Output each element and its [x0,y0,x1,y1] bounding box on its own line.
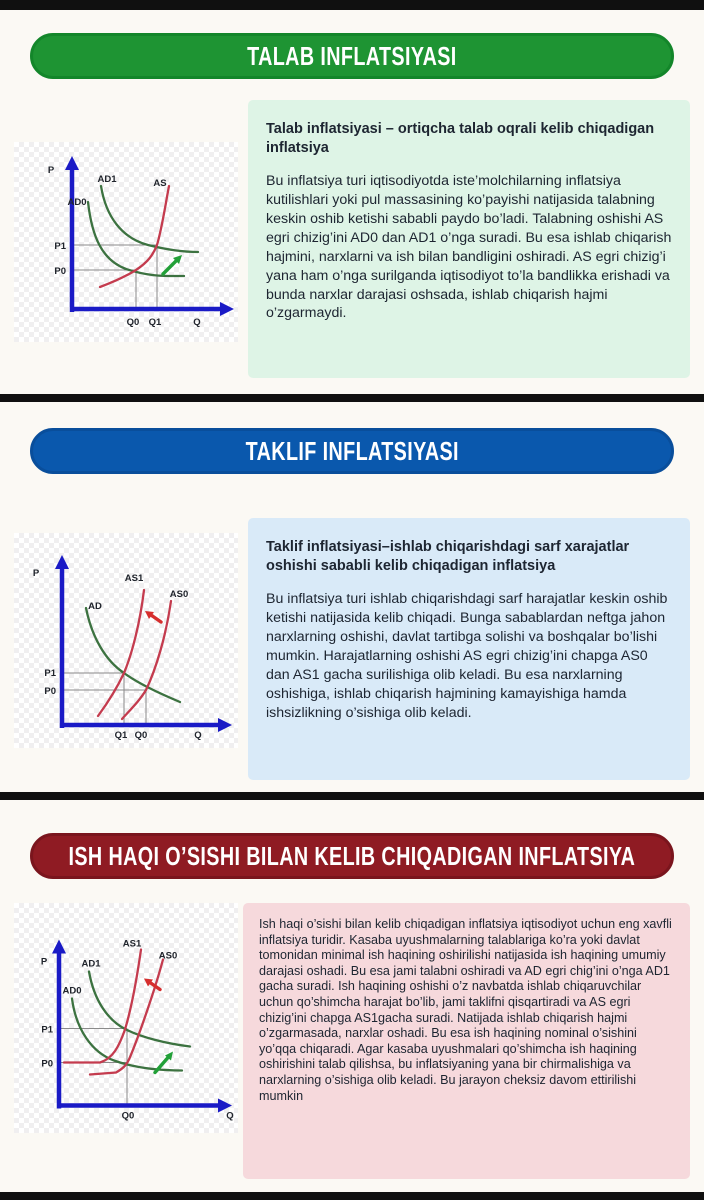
p0-label: P0 [54,266,66,277]
q0-label: Q0 [134,730,148,741]
section-divider [0,792,704,800]
guide-line-p1-q1 [62,673,124,725]
section-header-label: TALAB INFLATSIYASI [247,40,457,71]
ad-curve [86,608,180,702]
panel-body: Ish haqi o’sishi bilan kelib chiqadigan inflatsiya iqtisodiyot uchun eng xavfli inflatsiya turidir. Kasaba uyushmalarning talablariga ko’ra yoki davlat tomonidan minimal ish haqining oshirilishi natijasida ish haqining umumiy darajasi oshadi. Bu esa jami talabni oshiradi va AD egri chig’ini o’nga AD1 gacha suradi. Ish haqining oshishi o’z navbatda ishlab chiqaruvchilar uchun qo’shimcha harajat bo’lib, jami taklifni qisqartiradi va AS egri chizig’ini chapga AS1gacha suradi. Natijada ishlab chiqarish hajmi o’zgarmasada, narxlar oshadi. Bu esa ish haqining nominal o’sishini yo’qqa chiqaradi. Agar kasaba uyushmalari qo’shimcha ish haqining oshirishini talab qilishsa, bu inflatsiyaning yana bir chirmalishiga va narxlarning o’sishiga olib keladi. Bu jarayon cheksiz davom ettirilishi mumkin [259,917,672,1103]
shift-arrow-right-icon [163,261,176,274]
section-header-ish-haqi [30,833,674,879]
q0-label: Q0 [126,317,140,328]
ad1-label: AD1 [97,174,117,185]
p0-label: P0 [41,1058,53,1070]
text-panel-ish-haqi [243,903,690,1179]
ad-as-diagram-3 [14,903,238,1133]
y-axis-label: P [32,568,40,579]
ad1-label: AD1 [81,958,101,970]
shift-arrow-left-icon [151,615,161,622]
top-border-bar [0,0,704,10]
x-axis-label: Q [226,1110,234,1122]
chart-demand-pull [14,142,238,342]
p1-label: P1 [41,1024,53,1036]
chart-wage-push [14,903,238,1133]
y-axis-label: P [47,165,55,176]
y-axis-arrow-icon [55,555,69,569]
panel-body: Bu inflatsiya turi iqtisodiyotda iste’molchilarning inflatsiya kutilishlari yoki pul massasining ko’payishi natijasida talabning keskin oshib ketishi sababli paydo bo’ladi. Talabning oshishi AS egri chizig’ini AD0 dan AD1 o’nga suradi. Bu esa ishlab chiqarish hajmini, narxlarni va ish bilan bandligini oshiradi. AS egri chizig’i yana ham o’nga surilganda iqtisodiyot to’la bandlikka erishadi va bunda narxlar darajasi oshsada, ishlab chiqarish hajmi o’zgarmaydi. [266,173,672,322]
as1-label: AS1 [124,573,144,584]
section-header-taklif [30,428,674,474]
ad0-label: AD0 [62,985,82,997]
x-axis-label: Q [194,730,202,741]
text-panel-taklif [248,518,690,780]
y-axis-arrow-icon [52,940,66,954]
chart-cost-push [14,533,238,748]
x-axis-arrow-icon [218,718,232,732]
section-header-label: TAKLIF INFLATSIYASI [245,435,459,466]
y-axis-arrow-icon [65,156,79,170]
section-header-label: ISH HAQI O’SISHI BILAN KELIB CHIQADIGAN INFLATSIYA [68,840,636,871]
ad-as-diagram-1 [14,142,238,342]
x-axis-arrow-icon [220,302,234,316]
q0-label: Q0 [121,1110,135,1122]
panel-title: Taklif inflatsiyasi–ishlab chiqarishdagi sarf xarajatlar oshishi sababli kelib chiqadigan inflatsiya [266,539,630,575]
ad1-curve [101,186,198,252]
q1-label: Q1 [114,730,128,741]
y-axis-label: P [40,956,48,968]
as1-label: AS1 [122,938,142,950]
ad0-label: AD0 [67,197,87,208]
p0-label: P0 [44,686,56,697]
guide-line-p1-q1 [72,245,157,309]
p1-label: P1 [54,241,66,252]
p1-label: P1 [44,668,56,679]
panel-body: Bu inflatsiya turi ishlab chiqarishdagi sarf harajatlar keskin oshib ketishi natijasida kelib chiqadi. Bunga sabablardan neftga jahon narxlarning oshishi, davlat tartibga solishi va boshqalar bo’lishi mumkin. Harajatlarning oshishi AS egri chizig’ini chapga AS0 dan AS1 gacha surilishiga olib keladi. Bu esa narxlarning oshishiga, ishlab chiqarish hajmining kamayishiga hamda ishsizlikning o’sishiga olib keladi. [266,591,668,721]
text-panel-talab [248,100,690,378]
section-divider [0,394,704,402]
as0-label: AS0 [158,950,178,962]
as-label: AS [153,178,167,189]
as-curve [100,186,169,287]
ad-label: AD [88,601,102,612]
ad0-curve [88,202,184,276]
x-axis-label: Q [193,317,201,328]
ad-as-diagram-2 [14,533,238,748]
as0-label: AS0 [169,589,189,600]
panel-title: Talab inflatsiyasi – ortiqcha talab oqrali kelib chiqadigan inflatsiya [266,121,655,157]
q1-label: Q1 [148,317,162,328]
bottom-border-bar [0,1192,704,1200]
section-header-talab [30,33,674,79]
